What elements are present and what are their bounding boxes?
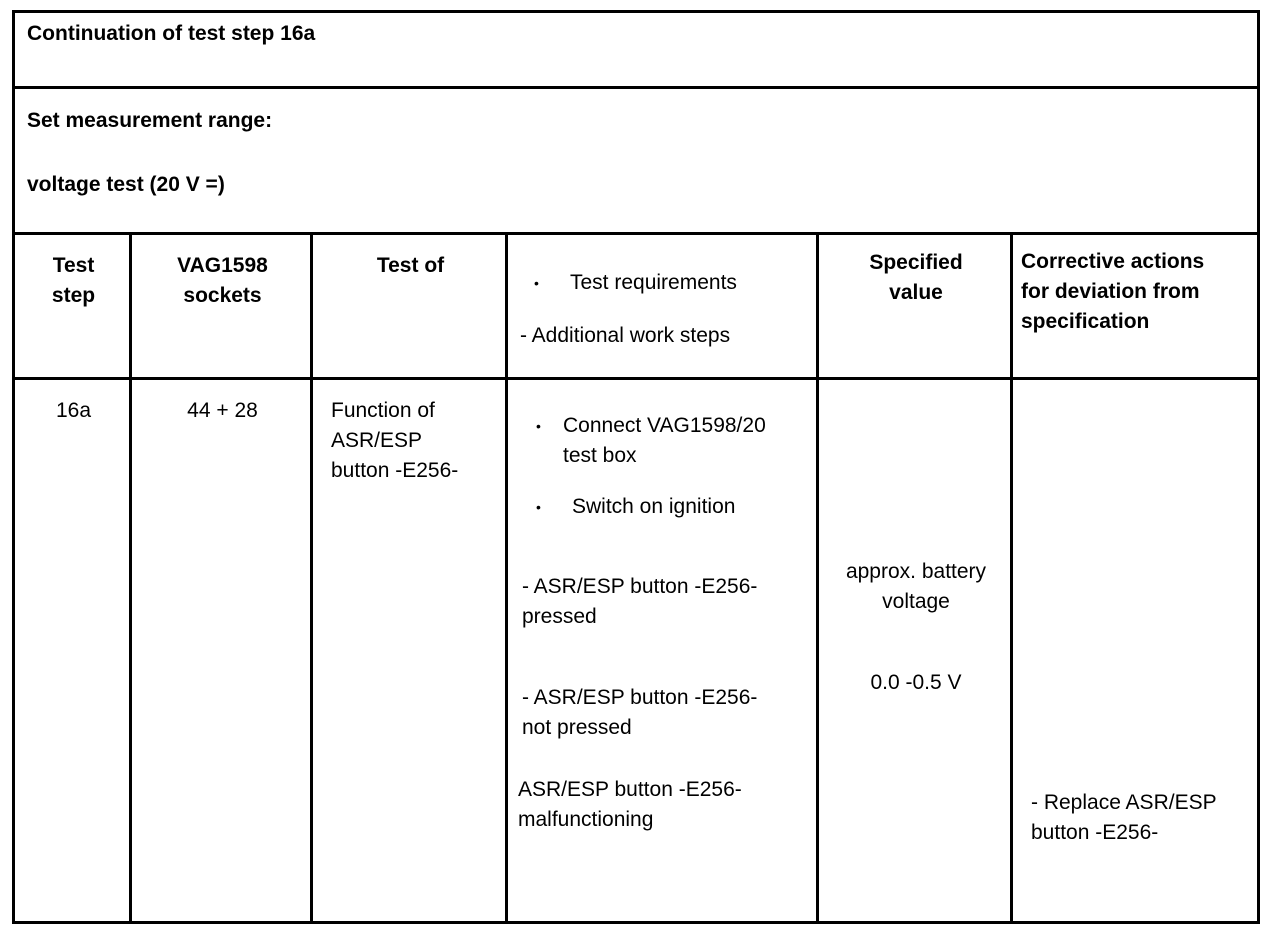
header-corrective-line: specification [1021, 310, 1150, 333]
row-divider [15, 377, 1257, 380]
column-divider [129, 232, 132, 921]
section-title: Continuation of test step 16a [27, 22, 316, 45]
row-divider [15, 232, 1257, 235]
value-not-pressed: 0.0 -0.5 V [870, 671, 962, 694]
malfunction-line: ASR/ESP button -E256- [518, 778, 742, 801]
requirement-connect-line: test box [563, 444, 637, 467]
cell-test-of-line: button -E256- [331, 459, 459, 482]
requirement-ignition: Switch on ignition [572, 495, 736, 518]
header-specified-line: Specified [869, 251, 963, 274]
header-test-requirements: Test requirements [570, 271, 737, 294]
header-test-of: Test of [376, 254, 445, 277]
bullet-icon: • [536, 418, 541, 434]
cell-test-step: 16a [55, 399, 92, 422]
row-divider [15, 86, 1257, 89]
header-additional-steps: - Additional work steps [520, 324, 731, 347]
value-pressed-line: approx. battery [845, 560, 987, 583]
column-divider [310, 232, 313, 921]
header-test-step-line: Test [52, 254, 95, 277]
value-pressed-line: voltage [882, 590, 950, 613]
header-sockets-line: VAG1598 [177, 254, 268, 277]
test-step-table [12, 10, 1260, 924]
header-test-step-line: step [51, 284, 96, 307]
step-pressed-line: - ASR/ESP button -E256- [522, 575, 758, 598]
cell-test-of-line: Function of [331, 399, 435, 422]
header-corrective-line: Corrective actions [1021, 250, 1205, 273]
measurement-range-label: Set measurement range: [27, 109, 273, 132]
step-pressed-line: pressed [522, 605, 597, 628]
header-corrective-line: for deviation from [1021, 280, 1200, 303]
measurement-range-value: voltage test (20 V =) [27, 173, 225, 196]
requirement-connect-line: Connect VAG1598/20 [563, 414, 766, 437]
header-specified-line: value [889, 281, 943, 304]
column-divider [505, 232, 508, 921]
bullet-icon: • [536, 499, 541, 515]
cell-sockets: 44 + 28 [187, 399, 258, 422]
cell-test-of-line: ASR/ESP [331, 429, 423, 452]
bullet-icon: • [534, 275, 539, 291]
malfunction-line: malfunctioning [518, 808, 654, 831]
header-sockets-line: sockets [183, 284, 262, 307]
step-not-pressed-line: not pressed [522, 716, 632, 739]
step-not-pressed-line: - ASR/ESP button -E256- [522, 686, 758, 709]
corrective-line: button -E256- [1031, 821, 1159, 844]
corrective-line: - Replace ASR/ESP [1031, 791, 1217, 814]
